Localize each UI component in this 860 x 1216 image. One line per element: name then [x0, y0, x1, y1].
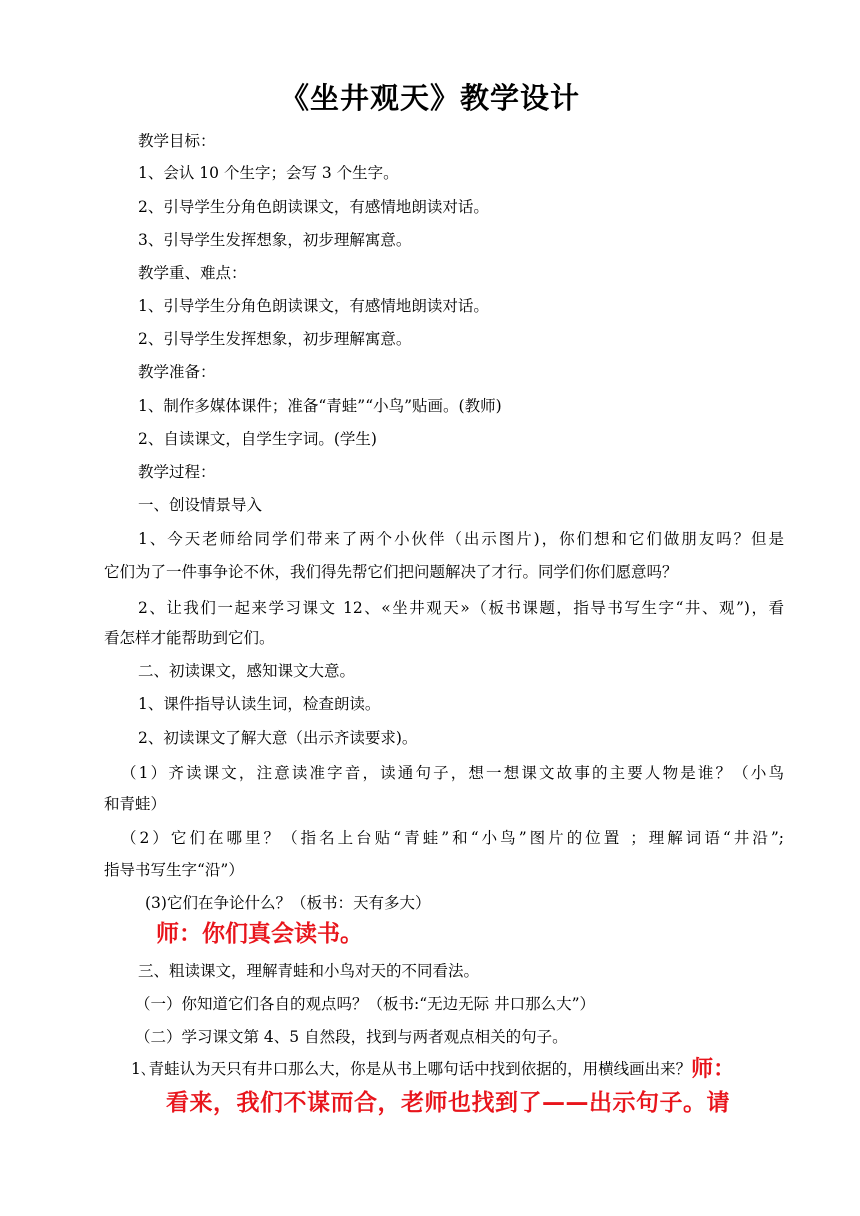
paragraph-line	[131, 1059, 735, 1080]
preparation-heading: 教学准备：	[138, 363, 216, 381]
section-heading-2: 二、初读课文，感知课文大意。	[138, 662, 356, 680]
paragraph-line: 它们为了一件事争论不休，我们得先帮它们把问题解决了才行。同学们你们愿意吗？	[104, 563, 678, 581]
paragraph-line: 和青蛙）	[104, 795, 167, 813]
section-heading-1: 一、创设情景导入	[138, 496, 263, 514]
teacher-note-prefix: 师：	[691, 1057, 736, 1082]
paragraph-line: （1）齐读课文，注意读准字音，读通句子，想一想课文故事的主要人物是谁？（小鸟	[121, 764, 784, 782]
goal-item-3: 3、引导学生发挥想象，初步理解寓意。	[138, 231, 412, 249]
key-points-heading: 教学重、难点：	[138, 264, 247, 282]
paragraph-line: 看怎样才能帮助到它们。	[104, 629, 275, 647]
paragraph-line: （2）它们在哪里？（指名上台贴“青蛙”和“小鸟”图片的位置 ；理解词语“井沿”;	[121, 829, 784, 847]
paragraph-line: 1、今天老师给同学们带来了两个小伙伴（出示图片)，你们想和它们做朋友吗？但是	[138, 530, 784, 548]
paragraph-line: 2、让我们一起来学习课文 12、«坐井观天»（板书课题，指导书写生字“井、观”)，看	[138, 599, 784, 617]
teacher-note: 看来，我们不谋而合，老师也找到了——出示句子。请	[166, 1090, 730, 1116]
key-point-2: 2、引导学生发挥想象，初步理解寓意。	[138, 330, 412, 348]
list-item: 2、初读课文了解大意（出示齐读要求)。	[138, 729, 418, 747]
paragraph-line: 指导书写生字“沿”）	[104, 861, 244, 879]
teacher-note: 师：你们真会读书。	[156, 921, 363, 947]
goal-item-1: 1、会认 10 个生字；会写 3 个生字。	[138, 164, 399, 182]
goal-item-2: 2、引导学生分角色朗读课文，有感情地朗读对话。	[138, 198, 489, 216]
document-title: 《坐井观天》教学设计	[279, 81, 580, 115]
key-point-1: 1、引导学生分角色朗读课文，有感情地朗读对话。	[138, 297, 489, 315]
paragraph-text: 1､青蛙认为天只有井口那么大，你是从书上哪句话中找到依据的，用横线画出来？	[131, 1060, 692, 1078]
goals-heading: 教学目标：	[138, 132, 216, 150]
section-heading-3: 三、粗读课文，理解青蛙和小鸟对天的不同看法。	[138, 962, 480, 980]
list-item: （一）你知道它们各自的观点吗？（板书:“无边无际 井口那么大”）	[135, 995, 595, 1013]
preparation-item-1: 1、制作多媒体课件；准备“青蛙”“小鸟”贴画。(教师)	[138, 397, 502, 415]
list-item: (3)它们在争论什么？（板书：天有多大）	[145, 894, 431, 912]
list-item: 1、课件指导认读生词，检查朗读。	[138, 695, 381, 713]
preparation-item-2: 2、自读课文，自学生字词。(学生)	[138, 430, 377, 448]
process-heading: 教学过程：	[138, 463, 216, 481]
list-item: （二）学习课文第 4、5 自然段，找到与两者观点相关的句子。	[135, 1028, 568, 1046]
